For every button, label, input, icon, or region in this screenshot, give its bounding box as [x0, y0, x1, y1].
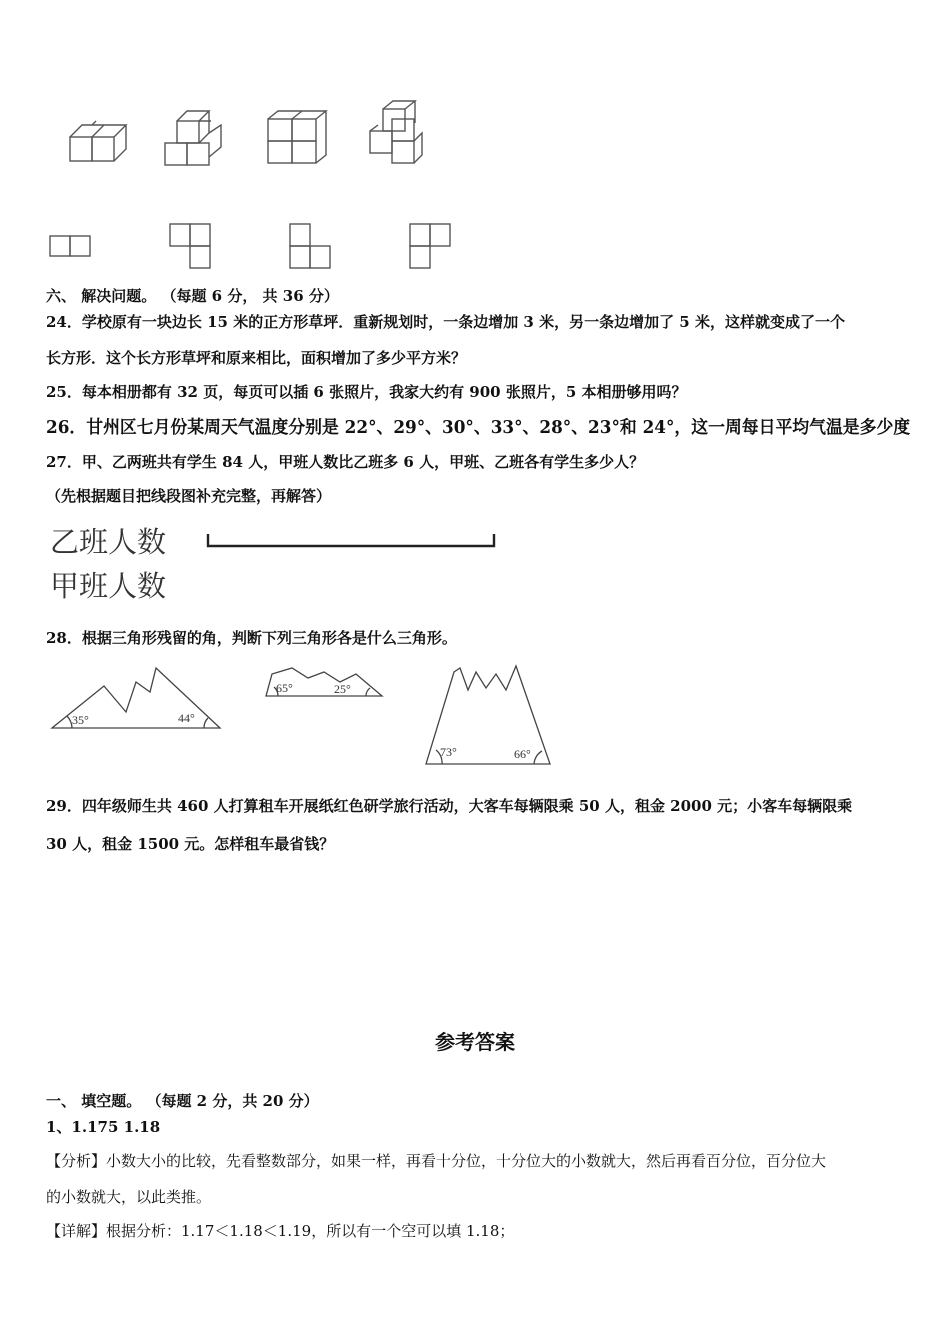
triangle-2 [266, 668, 382, 696]
question-27-line1: 27．甲、乙两班共有学生 84 人，甲班人数比乙班多 6 人，甲班、乙班各有学生多少人？ [46, 453, 645, 471]
triangle-2-right-angle: 25° [334, 682, 351, 696]
view-figures [40, 220, 460, 272]
answer-detail: 【详解】根据分析：1.17＜1.18＜1.19，所以有一个空可以填 1.18； [46, 1222, 515, 1240]
segment-line-b [204, 530, 500, 552]
cube-figure-3 [268, 111, 326, 163]
answer-analysis-cont: 的小数就大，以此类推。 [46, 1188, 212, 1206]
section-one-header: 一、 填空题。 （每题 2 分，共 20 分） [46, 1092, 319, 1110]
answer-analysis: 【分析】小数大小的比较，先看整数部分，如果一样，再看十分位，十分位大的小数就大，然后再看百分位，百分位大 [46, 1152, 827, 1170]
question-26: 26．甘州区七月份某周天气温度分别是 22°、29°、30°、33°、28°、23°和 24°，这一周每日平均气温是多少度 [46, 418, 911, 438]
answers-title: 参考答案 [435, 1030, 515, 1054]
answer-1: 1、1.175 1.18 [46, 1118, 161, 1136]
triangle-3 [426, 666, 550, 764]
cube-figures [40, 95, 440, 175]
view-figure-2 [170, 224, 210, 268]
question-29-line2: 30 人，租金 1500 元。怎样租车最省钱？ [46, 835, 335, 853]
question-25: 25．每本相册都有 32 页，每页可以插 6 张照片，我家大约有 900 张照片，5 本相册够用吗？ [46, 383, 687, 401]
triangle-2-left-angle: 65° [276, 681, 293, 695]
section-six-header: 六、 解决问题。 （每题 6 分， 共 36 分） [46, 287, 339, 305]
segment-diagram [46, 516, 508, 608]
segment-label-b: 乙班人数 [50, 525, 167, 559]
triangle-1 [52, 668, 220, 728]
question-24-line1: 24．学校原有一块边长 15 米的正方形草坪．重新规划时，一条边增加 3 米，另一条边增加了 5 米，这样就变成了一个 [46, 313, 845, 331]
triangle-figures [40, 660, 560, 770]
triangle-3-left-angle: 73° [440, 745, 457, 759]
view-figure-1 [50, 236, 90, 256]
question-29-line1: 29．四年级师生共 460 人打算租车开展纸红色研学旅行活动，大客车每辆限乘 50 人，租金 2000 元；小客车每辆限乘 [46, 797, 853, 815]
question-24-line2: 长方形．这个长方形草坪和原来相比，面积增加了多少平方米？ [46, 349, 467, 367]
cube-figure-4 [370, 101, 422, 163]
cube-figure-2 [165, 111, 221, 165]
triangle-1-right-angle: 44° [178, 711, 195, 725]
question-28: 28．根据三角形残留的角，判断下列三角形各是什么三角形。 [46, 629, 457, 647]
cube-figure-1 [70, 121, 126, 161]
view-figure-4 [410, 224, 450, 268]
triangle-1-left-angle: 35° [72, 713, 89, 727]
triangle-3-right-angle: 66° [514, 747, 531, 761]
question-27-line2: （先根据题目把线段图补充完整，再解答） [46, 487, 332, 505]
view-figure-3 [290, 224, 330, 268]
segment-label-a: 甲班人数 [50, 569, 167, 603]
